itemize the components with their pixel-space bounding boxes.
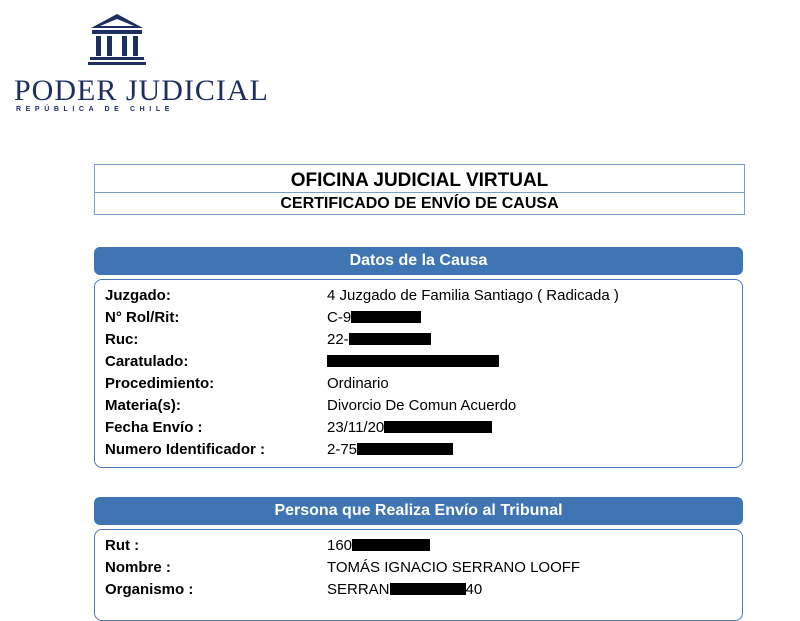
causa-section-header: Datos de la Causa (94, 247, 743, 275)
row-label: Fecha Envío : (105, 419, 203, 436)
redaction-bar (327, 355, 499, 367)
persona-section-header: Persona que Realiza Envío al Tribunal (94, 497, 743, 525)
row-value-wrap (327, 309, 421, 326)
poder-judicial-logo (12, 10, 269, 115)
row-label: Procedimiento: (105, 375, 215, 392)
page-subtitle: CERTIFICADO DE ENVÍO DE CAUSA (280, 195, 559, 212)
redaction-bar (349, 333, 431, 345)
row-label: Materia(s): (105, 397, 181, 414)
row-value: Ordinario (327, 375, 389, 392)
row-value-wrap (327, 419, 492, 436)
row-label: Nombre : (105, 559, 171, 576)
row-value: SERRAN (327, 581, 390, 598)
row-label: Ruc: (105, 331, 139, 348)
row-value-wrap (327, 537, 430, 554)
row-label: Juzgado: (105, 287, 171, 304)
row-value: 160 (327, 537, 353, 554)
causa-section-box (94, 279, 743, 468)
row-value: TOMÁS IGNACIO SERRANO LOOFF (327, 559, 581, 576)
row-value-wrap (327, 353, 499, 370)
row-value: 2-75 (327, 441, 358, 458)
redaction-bar (352, 539, 430, 551)
row-value: 23/11/20 (327, 419, 385, 436)
row-label: Numero Identificador : (105, 441, 266, 458)
certificate-title-box (94, 164, 745, 215)
row-label: Caratulado: (105, 353, 189, 370)
row-value-suffix: 40 (465, 581, 483, 598)
row-value: 22- (327, 331, 349, 348)
logo-subtitle: REPÚBLICA DE CHILE (16, 106, 174, 113)
redaction-bar (357, 443, 453, 455)
row-value-wrap (327, 441, 453, 458)
row-value: 4 Juzgado de Familia Santiago ( Radicada ) (327, 287, 619, 304)
redaction-bar (384, 421, 492, 433)
row-value-wrap (327, 581, 482, 598)
title-divider (95, 192, 744, 193)
row-value: Divorcio De Comun Acuerdo (327, 397, 517, 414)
logo-title: PODER JUDICIAL (14, 74, 269, 107)
row-label: N° Rol/Rit: (105, 309, 180, 326)
redaction-bar (390, 583, 466, 595)
page-title: OFICINA JUDICIAL VIRTUAL (290, 170, 549, 191)
row-label: Organismo : (105, 581, 194, 598)
row-value: C-9 (327, 309, 352, 326)
row-label: Rut : (105, 537, 140, 554)
row-value-wrap (327, 331, 431, 348)
persona-section-box (94, 529, 743, 621)
courthouse-icon (88, 12, 146, 66)
redaction-bar (351, 311, 421, 323)
